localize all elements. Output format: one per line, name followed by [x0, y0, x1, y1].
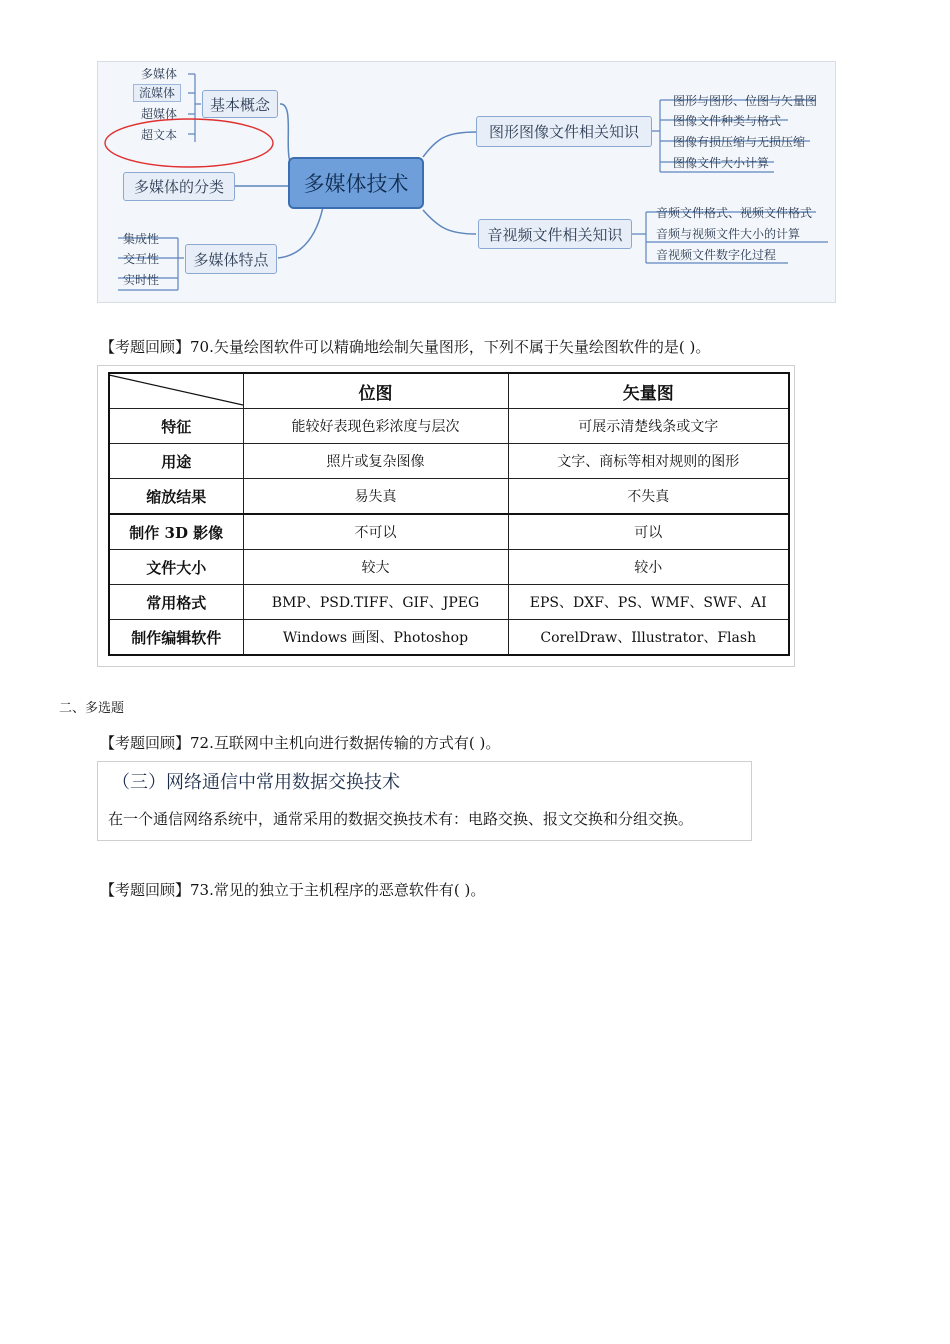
cell-bitmap: 易失真 [243, 479, 508, 515]
leaf-interactivity: 交互性 [123, 252, 160, 266]
leaf-realtime: 实时性 [123, 273, 160, 287]
cell-vector: 可以 [508, 514, 789, 550]
mindmap-image [97, 61, 836, 303]
row-label: 制作 3D 影像 [109, 514, 243, 550]
leaf-audio-1: 音频文件格式、视频文件格式 [656, 206, 813, 220]
bracket-basic [188, 74, 201, 142]
row-label: 特征 [109, 409, 243, 444]
leaf-graphics-4: 图像文件大小计算 [673, 156, 770, 170]
question-73: 【考题回顾】73.常见的独立于主机程序的恶意软件有( )。 [100, 881, 486, 899]
leaf-streaming-media: 流媒体 [133, 84, 181, 102]
cell-vector: CorelDraw、Illustrator、Flash [508, 620, 789, 656]
table-row [109, 620, 789, 656]
question-70: 【考题回顾】70.矢量绘图软件可以精确地绘制矢量图形，下列不属于矢量绘图软件的是( )。 [100, 338, 711, 356]
leaf-integration: 集成性 [123, 232, 160, 246]
leaf-multimedia: 多媒体 [141, 67, 178, 81]
leaf-graphics-3: 图像有损压缩与无损压缩 [673, 135, 806, 149]
cell-bitmap: BMP、PSD.TIFF、GIF、JPEG [243, 585, 508, 620]
leaf-graphics-1: 图形与图形、位图与矢量图 [673, 94, 818, 108]
cell-vector: EPS、DXF、PS、WMF、SWF、AI [508, 585, 789, 620]
diagonal-line [109, 373, 243, 407]
question-72: 【考题回顾】72.互联网中主机向进行数据传输的方式有( )。 [100, 734, 501, 752]
table-row [109, 585, 789, 620]
cell-bitmap: 不可以 [243, 514, 508, 550]
table-row [109, 444, 789, 479]
leaf-audio-2: 音频与视频文件大小的计算 [656, 227, 801, 241]
cell-vector: 文字、商标等相对规则的图形 [508, 444, 789, 479]
cell-vector: 可展示清楚线条或文字 [508, 409, 789, 444]
connector-graphics [423, 132, 476, 157]
node-graphics: 图形图像文件相关知识 [476, 116, 652, 147]
exchange-body: 在一个通信网络系统中，通常采用的数据交换技术有：电路交换、报文交换和分组交换。 [108, 810, 694, 828]
cell-bitmap: 较大 [243, 550, 508, 585]
comparison-table [108, 372, 790, 656]
cell-vector: 较小 [508, 550, 789, 585]
leaf-graphics-2: 图像文件种类与格式 [673, 114, 782, 128]
row-label: 制作编辑软件 [109, 620, 243, 656]
row-label: 常用格式 [109, 585, 243, 620]
highlight-ellipse [105, 119, 273, 167]
table-row [109, 514, 789, 550]
diagonal-header-cell [109, 373, 243, 409]
row-label: 文件大小 [109, 550, 243, 585]
leaf-hypermedia: 超媒体 [141, 107, 178, 121]
cell-bitmap: 能较好表现色彩浓度与层次 [243, 409, 508, 444]
leaf-audio-3: 音视频文件数字化过程 [656, 248, 777, 262]
header-bitmap: 位图 [243, 373, 508, 409]
comparison-table-image [97, 365, 795, 667]
node-features: 多媒体特点 [185, 244, 277, 274]
exchange-technique-image [97, 761, 752, 841]
table-row [109, 479, 789, 515]
node-basic-concept: 基本概念 [202, 90, 278, 118]
header-vector: 矢量图 [508, 373, 789, 409]
connector-features [278, 207, 323, 258]
exchange-title: （三）网络通信中常用数据交换技术 [112, 772, 400, 793]
node-classification: 多媒体的分类 [123, 172, 235, 201]
cell-bitmap: 照片或复杂图像 [243, 444, 508, 479]
row-label: 用途 [109, 444, 243, 479]
row-label: 缩放结果 [109, 479, 243, 515]
node-center: 多媒体技术 [288, 157, 424, 209]
table-row [109, 409, 789, 444]
table-header-row [109, 373, 789, 409]
cell-bitmap: Windows 画图、Photoshop [243, 620, 508, 656]
cell-vector: 不失真 [508, 479, 789, 515]
leaf-hypertext: 超文本 [141, 128, 178, 142]
section-multiple-choice: 二、多选题 [59, 701, 125, 716]
connector-audio [423, 210, 476, 234]
table-row [109, 550, 789, 585]
node-audio-video: 音视频文件相关知识 [478, 219, 632, 249]
